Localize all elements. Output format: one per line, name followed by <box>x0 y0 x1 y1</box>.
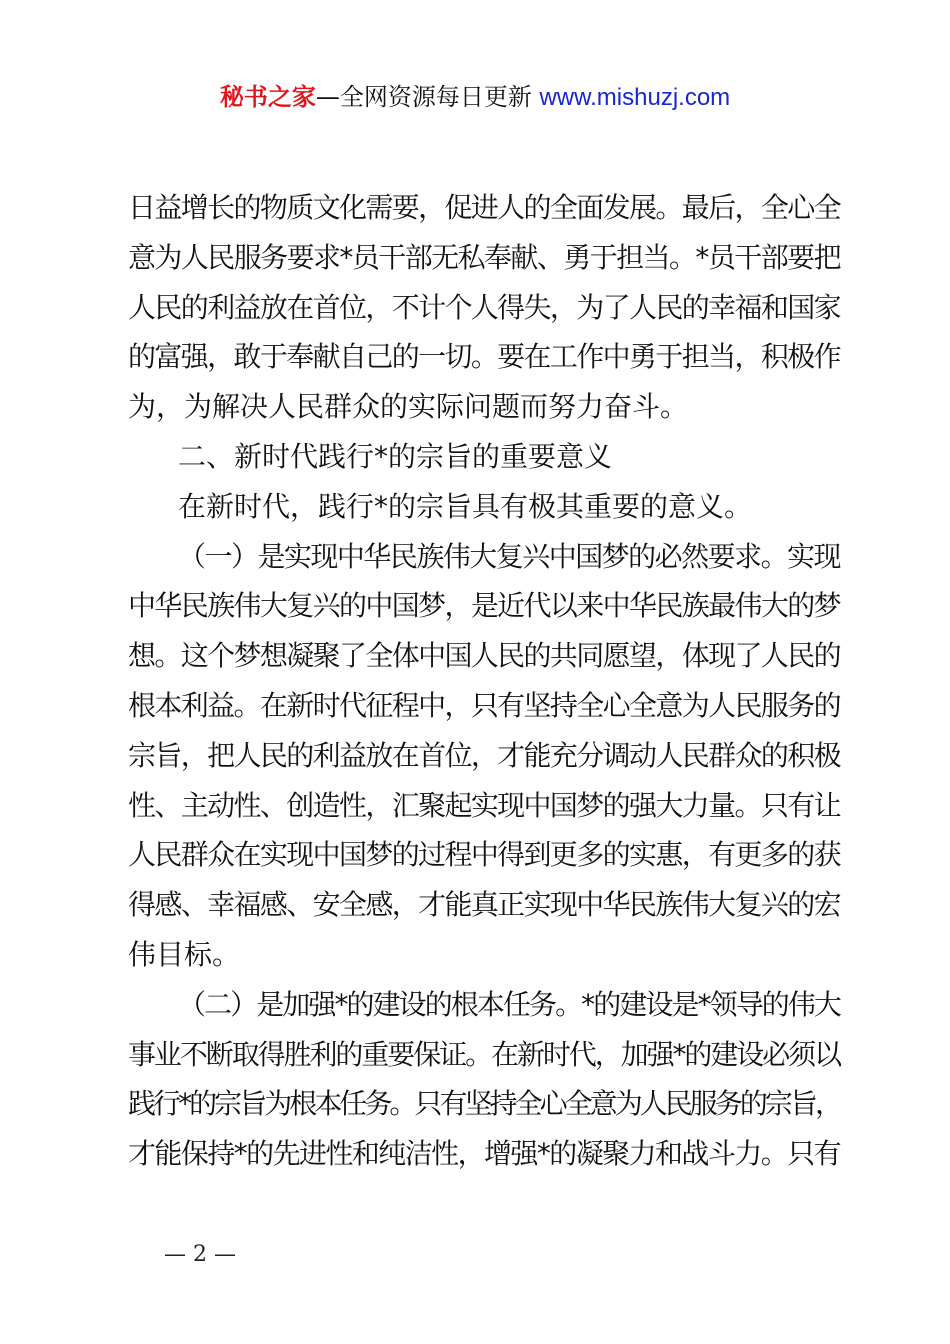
text-line: 得感、幸福感、安全感，才能真正实现中华民族伟大复兴的宏 <box>128 888 841 922</box>
text-line: 日益增长的物质文化需要，促进人的全面发展。最后，全心全 <box>128 191 841 224</box>
section-heading: 二、新时代践行*的宗旨的重要意义 <box>178 439 613 473</box>
page-number: — 2 — <box>164 1242 236 1267</box>
text-line: 根本利益。在新时代征程中，只有坚持全心全意为人民服务的 <box>128 688 841 722</box>
text-line: 事业不断取得胜利的重要保证。在新时代，加强*的建设必须以 <box>128 1037 841 1071</box>
text-line: 践行*的宗旨为根本任务。只有坚持全心全意为人民服务的宗旨， <box>128 1087 841 1121</box>
text-line: 伟目标。 <box>128 937 241 971</box>
document-body <box>128 183 840 1179</box>
text-line: 人民群众在实现中国梦的过程中得到更多的实惠，有更多的获 <box>128 838 841 872</box>
text-line: 才能保持*的先进性和纯洁性，增强*的凝聚力和战斗力。只有 <box>128 1137 841 1171</box>
subsection-line: （二）是加强*的建设的根本任务。*的建设是*领导的伟大 <box>178 987 841 1021</box>
text-line: 在新时代，践行*的宗旨具有极其重要的意义。 <box>178 489 753 523</box>
text-line: 宗旨，把人民的利益放在首位，才能充分调动人民群众的积极 <box>128 738 841 772</box>
text-line: 为，为解决人民群众的实际问题而努力奋斗。 <box>128 390 689 424</box>
text-line: 人民的利益放在首位，不计个人得失，为了人民的幸福和国家 <box>128 290 841 324</box>
text-line: 性、主动性、创造性，汇聚起实现中国梦的强大力量。只有让 <box>128 788 841 822</box>
text-line: 意为人民服务要求*员干部无私奉献、勇于担当。*员干部要把 <box>128 240 841 274</box>
text-line: 中华民族伟大复兴的中国梦，是近代以来中华民族最伟大的梦 <box>128 589 841 623</box>
brand-name: 秘书之家 <box>219 83 316 111</box>
header-tagline: —全网资源每日更新 <box>315 83 532 111</box>
site-header <box>0 80 950 115</box>
text-line: 想。这个梦想凝聚了全体中国人民的共同愿望，体现了人民的 <box>128 639 841 673</box>
text-line: 的富强，敢于奉献自己的一切。要在工作中勇于担当，积极作 <box>128 340 841 374</box>
subsection-line: （一）是实现中华民族伟大复兴中国梦的必然要求。实现 <box>178 539 841 573</box>
site-url: www.mishuzj.com <box>539 84 731 111</box>
